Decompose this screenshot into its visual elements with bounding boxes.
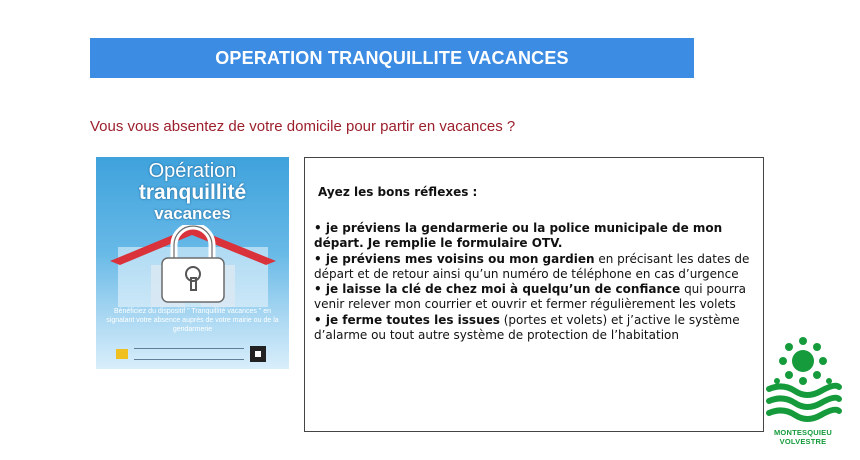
otv-poster xyxy=(96,157,289,369)
tip-text: (portes et volets) et j’active le système d’alarme ou tout autre système de protection de l’habitation xyxy=(314,312,740,343)
poster-title-line1: Opération xyxy=(148,160,237,182)
qr-code-icon xyxy=(250,346,266,362)
logo-line2: VOLVESTRE xyxy=(779,437,827,446)
poster-title-line3: vacances xyxy=(154,204,231,223)
house-padlock-icon xyxy=(96,225,289,307)
tip-item xyxy=(314,282,754,313)
poster-title-line2: tranquillité xyxy=(138,181,247,204)
tip-text: qui pourra venir relever mon courrier et ouvrir et fermer régulièrement les volets xyxy=(314,282,747,312)
poster-blurb: Bénéficiez du dispositif " Tranquillité vacances " en signalant votre absence auprès de votre mairie ou de la gendarmerie xyxy=(106,308,279,333)
tips-list xyxy=(314,221,754,343)
tip-bold-text: • je préviens la gendarmerie ou la police municipale de mon départ. Je remplie le formulaire OTV. xyxy=(314,221,723,251)
republique-logo-icon xyxy=(116,349,128,359)
banner-title: OPERATION TRANQUILLITE VACANCES xyxy=(215,47,569,68)
sun-waves-logo-icon xyxy=(763,333,843,425)
tip-item xyxy=(314,313,754,344)
tip-bold-text: • je laisse la clé de chez moi à quelqu’un de confiance xyxy=(314,282,681,297)
poster-footer xyxy=(116,347,266,361)
poster-footer-lines xyxy=(134,348,244,360)
logo-line1: MONTESQUIEU xyxy=(773,428,833,437)
tip-bold-text: • je préviens mes voisins ou mon gardien xyxy=(314,251,595,266)
montesquieu-volvestre-logo xyxy=(763,333,843,447)
intro-question: Vous vous absentez de votre domicile pour partir en vacances ? xyxy=(90,118,516,135)
page-banner xyxy=(90,38,694,78)
tip-bold-text: • je ferme toutes les issues xyxy=(314,312,500,327)
tips-heading: Ayez les bons réflexes : xyxy=(318,185,478,199)
tips-box xyxy=(304,157,764,432)
tip-item xyxy=(314,221,754,252)
tip-item xyxy=(314,252,754,283)
tip-text: en précisant les dates de départ et de retour ainsi qu’un numéro de téléphone en cas d’urgence xyxy=(314,251,750,281)
